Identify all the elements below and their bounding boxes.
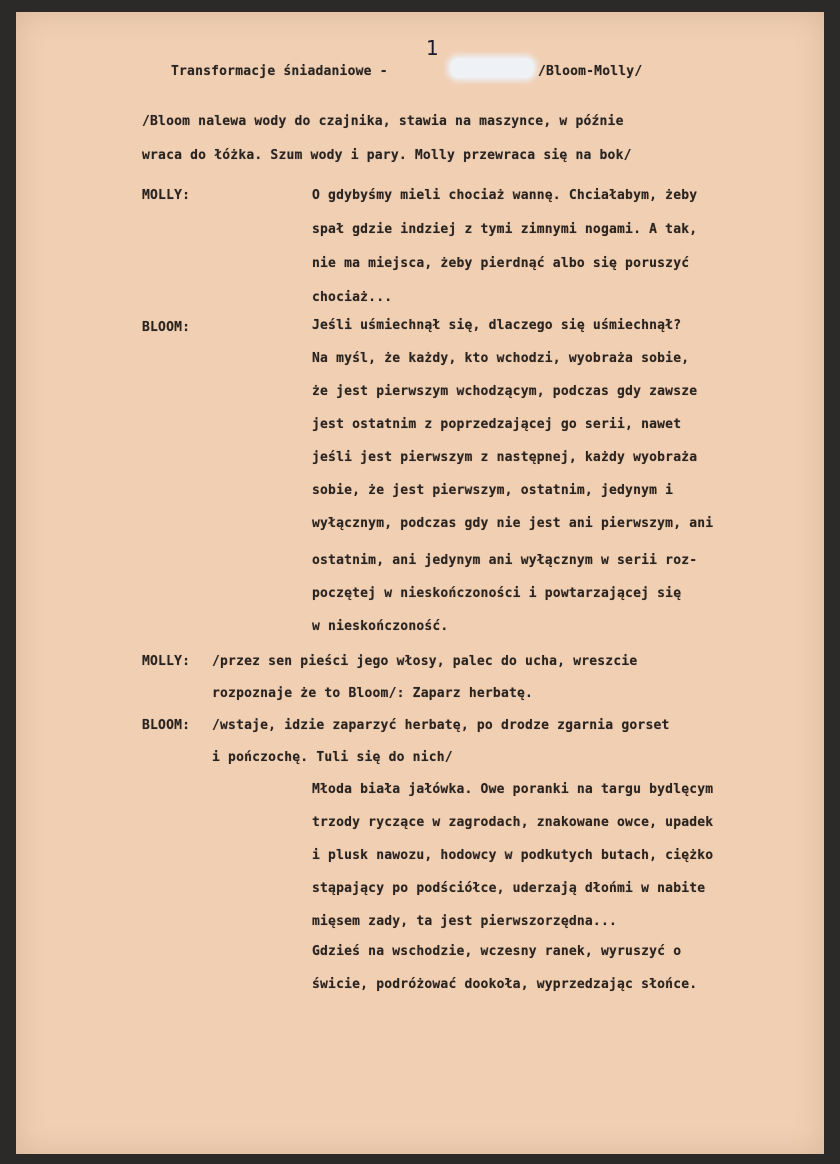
dialogue-line: Młoda biała jałówka. Owe poranki na targu bydlęcym (312, 782, 714, 797)
stage-direction-line: /wstaje, idzie zaparzyć herbatę, po drodze zgarnia gorset (212, 718, 670, 733)
dialogue-line: stąpający po podściółce, uderzają dłońmi w nabite (312, 881, 706, 896)
dialogue-line: w nieskończoność. (312, 619, 449, 634)
page-title: Transformacje śniadaniowe - (171, 64, 388, 79)
dialogue-line: sobie, że jest pierwszym, ostatnim, jedynym i (312, 483, 674, 498)
speaker-label-molly: MOLLY: (142, 654, 191, 669)
stage-direction-line: i pończochę. Tuli się do nich/ (212, 750, 453, 765)
stage-direction-line: wraca do łóżka. Szum wody i pary. Molly przewraca się na bok/ (142, 148, 632, 163)
dialogue-line: jest ostatnim z poprzedzającej go serii, nawet (312, 417, 682, 432)
dialogue-line: mięsem zady, ta jest pierwszorzędna... (312, 914, 618, 929)
speaker-label-bloom: BLOOM: (142, 320, 191, 335)
dialogue-line: nie ma miejsca, żeby pierdnąć albo się poruszyć (312, 256, 690, 271)
page-number: 1 (426, 36, 439, 60)
stage-direction-line: /Bloom nalewa wody do czajnika, stawia na maszynce, w późnie (142, 114, 624, 129)
speaker-label-molly: MOLLY: (142, 188, 191, 203)
dialogue-line: że jest pierwszym wchodzącym, podczas gdy zawsze (312, 384, 698, 399)
dialogue-line: poczętej w nieskończoności i powtarzającej się (312, 586, 682, 601)
dialogue-line: /przez sen pieści jego włosy, palec do ucha, wreszcie (212, 654, 638, 669)
dialogue-line: rozpoznaje że to Bloom/: Zaparz herbatę. (212, 686, 534, 701)
typewritten-page (16, 12, 824, 1154)
dialogue-line: chociaż... (312, 290, 393, 305)
dialogue-line: Gdzieś na wschodzie, wczesny ranek, wyruszyć o (312, 944, 682, 959)
dialogue-line: spał gdzie indziej z tymi zimnymi nogami. A tak, (312, 222, 698, 237)
dialogue-line: Jeśli uśmiechnął się, dlaczego się uśmiechnął? (312, 318, 682, 333)
dialogue-line: jeśli jest pierwszym z następnej, każdy wyobraża (312, 450, 698, 465)
page-title-characters: /Bloom-Molly/ (538, 64, 643, 79)
dialogue-line: wyłącznym, podczas gdy nie jest ani pierwszym, ani (312, 516, 714, 531)
dialogue-line: ostatnim, ani jedynym ani wyłącznym w serii roz- (312, 553, 698, 568)
dialogue-line: trzody ryczące w zagrodach, znakowane owce, upadek (312, 815, 714, 830)
dialogue-line: O gdybyśmy mieli chociaż wannę. Chciałabym, żeby (312, 188, 698, 203)
speaker-label-bloom: BLOOM: (142, 718, 191, 733)
dialogue-line: i plusk nawozu, hodowcy w podkutych butach, ciężko (312, 848, 714, 863)
dialogue-line: świcie, podróżować dookoła, wyprzedzając słońce. (312, 977, 698, 992)
dialogue-line: Na myśl, że każdy, kto wchodzi, wyobraża sobie, (312, 351, 690, 366)
redaction-mark (450, 58, 534, 78)
